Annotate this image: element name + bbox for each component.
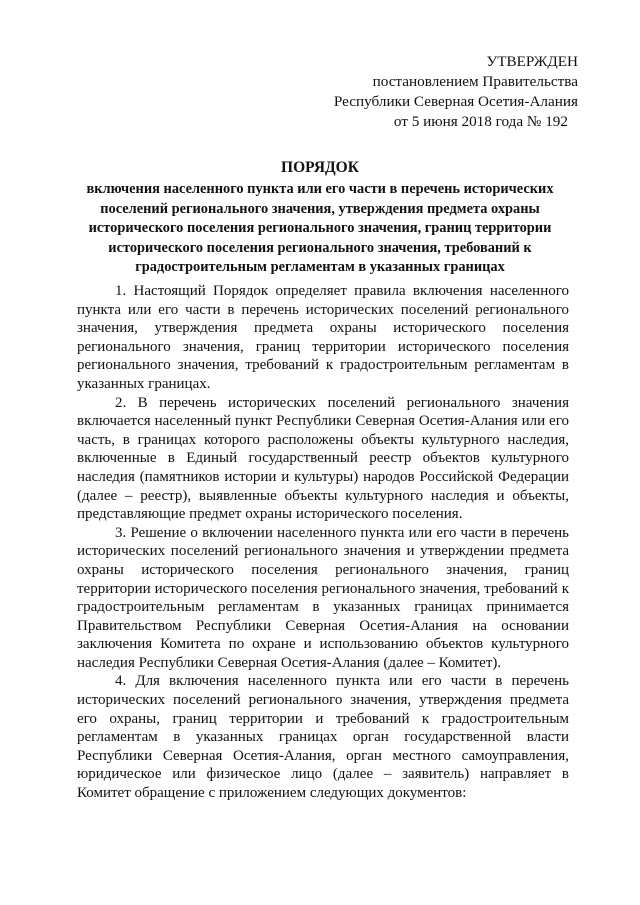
document-subtitle: включения населенного пункта или его части в перечень исторических поселений регионального значения, утверждения предмета охраны исторического поселения регионального значения, границ территории исторического поселения регионального значения, требований к градостроительным регламентам в указанных границах — [86, 181, 554, 275]
document-title: ПОРЯДОК — [281, 159, 359, 176]
paragraph-3: 3. Решение о включении населенного пункта или его части в перечень исторических поселений регионального значения и утверждении предмета охраны исторического поселения регионального значения, границ территории исторического поселения регионального значения, требований к градостроительным регламентам в указанных границах принимается Правительством Республики Северная Осетия-Алания на основании заключения Комитета по охране и использованию объектов культурного наследия Республики Северная Осетия-Алания (далее – Комитет). — [77, 524, 569, 671]
document-body — [77, 282, 569, 803]
approval-date-line: от 5 июня 2018 года № 192 — [393, 113, 568, 130]
paragraph-2: 2. В перечень исторических поселений регионального значения включается населенный пункт Республики Северная Осетия-Алания или его часть, в границах которого расположены объекты культурного наследия, включенные в Единый государственный реестр объектов культурного наследия (памятников истории и культуры) народов Российской Федерации (далее – реестр), выявленные объекты культурного наследия и объекты, представляющие предмет охраны исторического поселения. — [77, 394, 569, 523]
paragraph-1: 1. Настоящий Порядок определяет правила включения населенного пункта или его части в перечень исторических поселений регионального значения, утверждения предмета охраны исторического поселения регионального значения, границ территории исторического поселения регионального значения, требований к градостроительным регламентам в указанных границах. — [77, 283, 569, 392]
approval-title: УТВЕРЖДЕН — [486, 53, 578, 70]
approval-government-line: Республики Северная Осетия-Алания — [333, 93, 578, 110]
approval-block — [248, 52, 578, 132]
paragraph-4: 4. Для включения населенного пункта или его части в перечень исторических поселений регионального значения, утверждения предмета его охраны, границ территории и требований к градостроительным регламентам в указанных границах орган государственной власти Республики Северная Осетия-Алания, орган местного самоуправления, юридическое или физическое лицо (далее – заявитель) направляет в Комитет обращение с приложением следующих документов: — [77, 673, 569, 802]
approval-issuer-line: постановлением Правительства — [372, 73, 578, 90]
